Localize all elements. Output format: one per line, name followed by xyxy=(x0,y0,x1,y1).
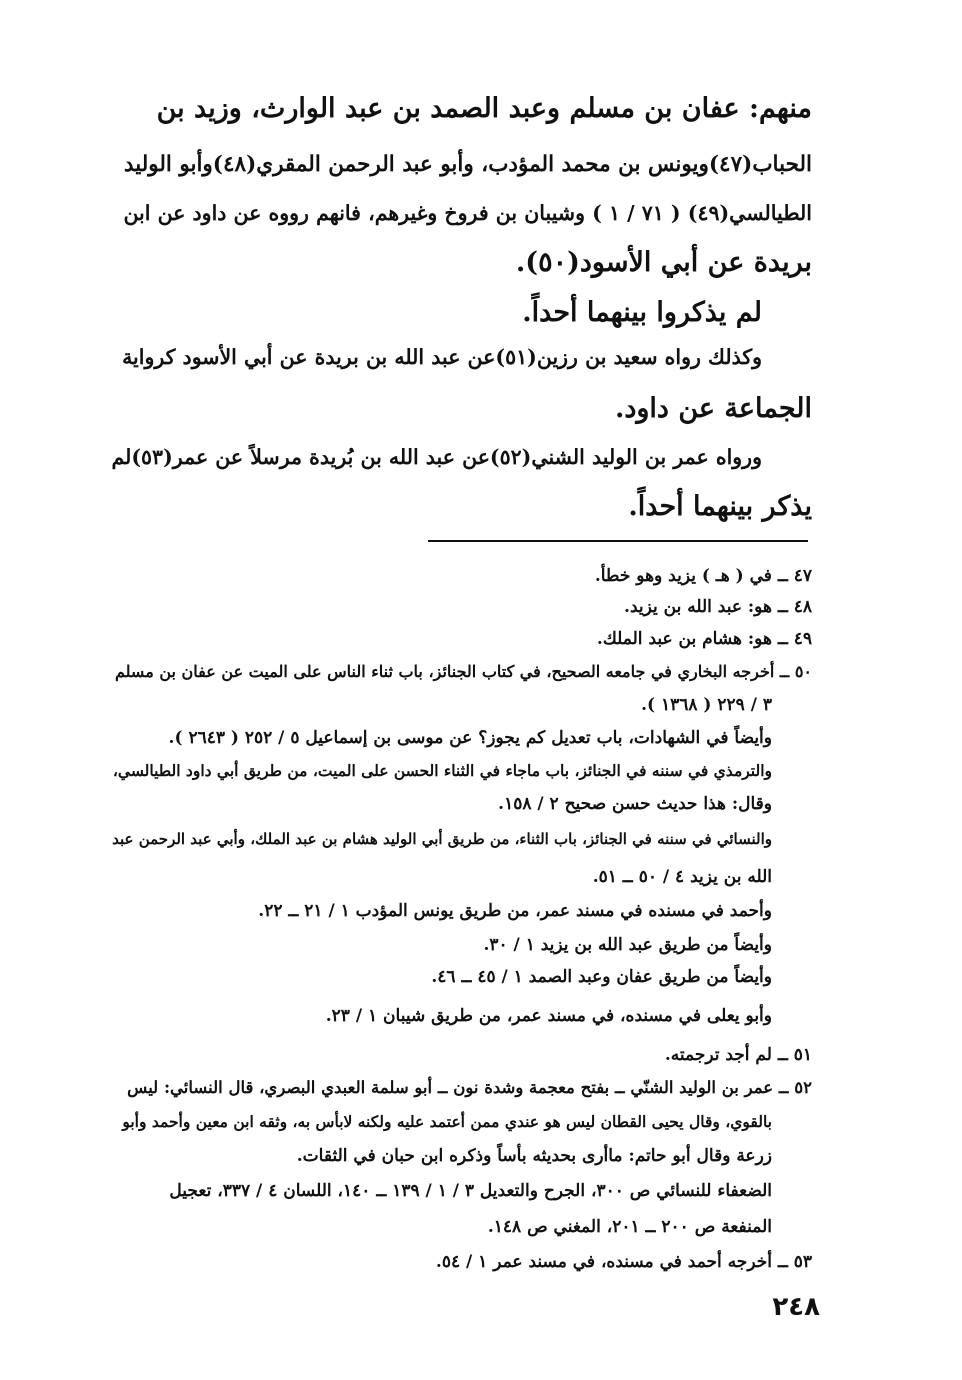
footnote-line: الضعفاء للنسائي ص ٣٠٠، الجرح والتعديل ٣ / ١ / ١٣٩ ــ ١٤٠، اللسان ٤ / ٣٣٧، تعجيل xyxy=(169,1181,772,1201)
footnote-line: ٥٣ ــ أخرجه أحمد في مسنده، في مسند عمر ١ / ٥٤. xyxy=(435,1252,812,1272)
footnote-line: وقال: هذا حديث حسن صحيح ٢ / ١٥٨. xyxy=(498,794,772,814)
main-text-line: الجماعة عن داود. xyxy=(614,393,812,424)
footnote-line: وأيضاً في الشهادات، باب تعديل كم يجوز؟ عن موسى بن إسماعيل ٥ / ٢٥٢ ( ٢٦٤٣ ). xyxy=(168,728,772,748)
footnote-line: ٥١ ــ لم أجد ترجمته. xyxy=(664,1045,812,1065)
page-number: ٢٤٨ xyxy=(772,1292,820,1322)
footnote-line: ٤٩ ــ هو: هشام بن عبد الملك. xyxy=(596,629,812,649)
footnote-line: بالقوي، وقال يحيى القطان ليس هو عندي ممن أعتمد عليه ولكنه لابأس به، وثقه ابن معين وأحمد وأبو xyxy=(122,1112,772,1131)
footnote-line: المنفعة ص ٢٠٠ ــ ٢٠١، المغني ص ١٤٨. xyxy=(487,1217,772,1237)
main-text-line: يذكر بينهما أحداً. xyxy=(628,491,812,522)
footnote-line: ٣ / ٢٢٩ ( ١٣٦٨ ). xyxy=(641,695,772,715)
main-text-line: لم يذكروا بينهما أحداً. xyxy=(522,297,762,328)
footnote-line: الله بن يزيد ٤ / ٥٠ ــ ٥١. xyxy=(592,867,772,887)
footnote-line: زرعة وقال أبو حاتم: ماأرى بحديثه بأساً وذكره ابن حبان في الثقات. xyxy=(296,1146,772,1166)
footnote-line: ٤٨ ــ هو: عبد الله بن يزيد. xyxy=(624,597,812,617)
main-text-line: بريدة عن أبي الأسود(٥٠). xyxy=(515,247,812,278)
footnote-line: ٤٧ ــ في ( هـ ) يزيد وهو خطأ. xyxy=(594,566,812,586)
footnote-line: ٥٢ ــ عمر بن الوليد الشنّي ــ بفتح معجمة وشدة نون ــ أبو سلمة العبدي البصري، قال النسائي: ليس xyxy=(127,1078,812,1097)
footnote-line: والنسائي في سننه في الجنائز، باب الثناء، من طريق أبي الوليد هشام بن عبد الملك، وأبي عبد الرحمن عبد xyxy=(112,830,772,848)
main-text-line: الحباب(٤٧)ويونس بن محمد المؤدب، وأبو عبد الرحمن المقري(٤٨)وأبو الوليد xyxy=(123,152,812,177)
footnote-line: وأيضاً من طريق عفان وعبد الصمد ١ / ٤٥ ــ ٤٦. xyxy=(431,967,772,987)
footnote-line: وأحمد في مسنده في مسند عمر، من طريق يونس المؤدب ١ / ٢١ ــ ٢٢. xyxy=(258,901,772,921)
main-text-line: وكذلك رواه سعيد بن رزين(٥١)عن عبد الله بن بريدة عن أبي الأسود كرواية xyxy=(122,345,762,369)
main-text-line: ورواه عمر بن الوليد الشني(٥٢)عن عبد الله بن بُريدة مرسلاً عن عمر(٥٣)لم xyxy=(111,445,762,469)
footnote-line: والترمذي في سننه في الجنائز، باب ماجاء في الثناء الحسن على الميت، من طريق أبي داود الطيالسي، xyxy=(112,761,772,780)
footnote-line: وأبو يعلى في مسنده، في مسند عمر، من طريق شيبان ١ / ٢٣. xyxy=(325,1006,772,1026)
footnote-line: وأيضاً من طريق عبد الله بن يزيد ١ / ٣٠. xyxy=(483,935,772,955)
footnote-divider xyxy=(428,540,808,542)
footnote-line: ٥٠ ــ أخرجه البخاري في جامعه الصحيح، في كتاب الجنائز، باب ثناء الناس على الميت عن عفان بن مسلم xyxy=(114,662,812,681)
main-text-line: منهم: عفان بن مسلم وعبد الصمد بن عبد الوارث، وزيد بن xyxy=(156,93,812,124)
main-text-line: الطيالسي(٤٩) ( ٧١ / ١ ) وشيبان بن فروخ وغيرهم، فانهم رووه عن داود عن ابن xyxy=(123,201,812,225)
